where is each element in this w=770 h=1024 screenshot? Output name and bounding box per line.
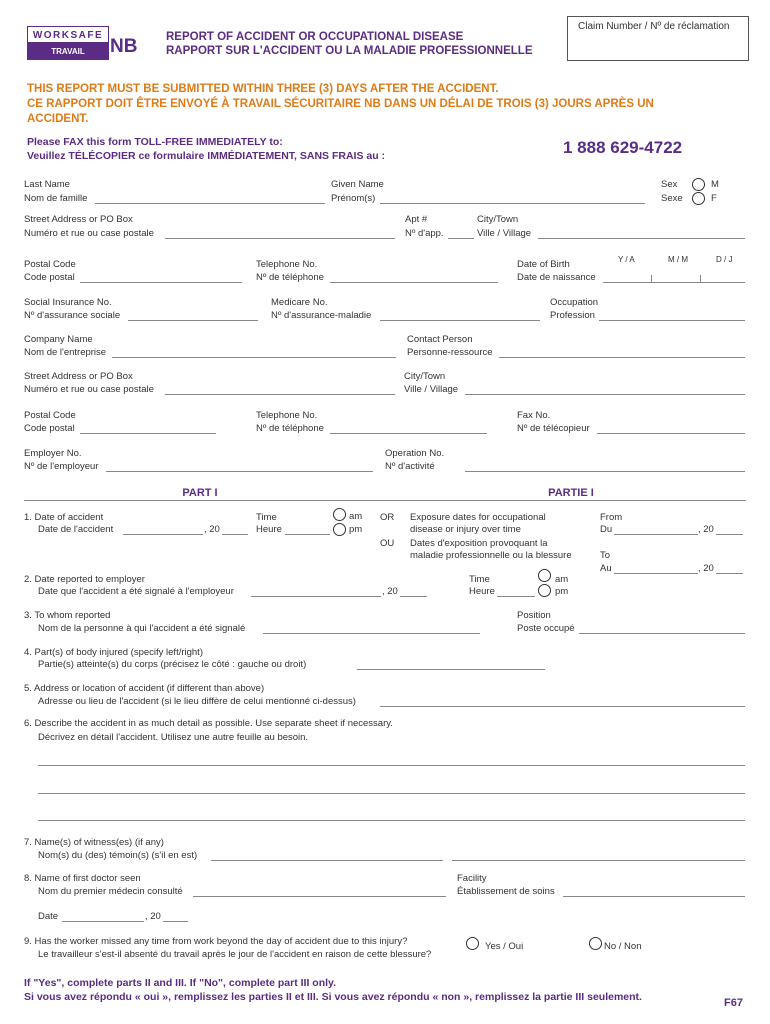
sex-m-label: M xyxy=(711,179,719,190)
apt-label-fr: Nº d'app. xyxy=(405,228,444,239)
contact-label-en: Contact Person xyxy=(407,334,473,345)
q2-pm-label: pm xyxy=(555,586,569,597)
exposure-from-label-en: From xyxy=(600,512,623,523)
accident-time-field[interactable] xyxy=(285,521,330,535)
medicare-field[interactable] xyxy=(380,307,540,321)
accident-date-field[interactable] xyxy=(123,521,203,535)
q6-label-en: 6. Describe the accident in as much detail as possible. Use separate sheet if necessary. xyxy=(24,718,393,729)
doctor-field[interactable] xyxy=(193,883,446,897)
last-name-label-fr: Nom de famille xyxy=(24,193,88,204)
phone-label-fr: Nº de téléphone xyxy=(256,272,324,283)
part-i-title-fr: PARTIE I xyxy=(548,487,594,499)
employer-fax-field[interactable] xyxy=(597,420,745,434)
sex-m-radio[interactable] xyxy=(692,178,705,191)
exposure-from-label-fr: Du xyxy=(600,524,613,535)
q9-yes-radio[interactable] xyxy=(466,937,479,950)
exposure-to-field[interactable] xyxy=(614,560,698,574)
q9-no-label: No / Non xyxy=(604,941,642,952)
form-title-fr: RAPPORT SUR L'ACCIDENT OU LA MALADIE PROFESSIONNELLE xyxy=(166,45,533,57)
company-label-en: Company Name xyxy=(24,334,93,345)
q1-pm-label: pm xyxy=(349,524,363,535)
q1-year-prefix: , 20 xyxy=(204,524,220,535)
description-line xyxy=(38,820,745,821)
exposure-to-year-field[interactable] xyxy=(716,560,743,574)
q1-am-label: am xyxy=(349,511,363,522)
warning-fr-line2: ACCIDENT. xyxy=(27,113,89,125)
employer-no-label-en: Employer No. xyxy=(24,448,82,459)
dob-divider-1 xyxy=(651,275,652,283)
exposure-to-label-en: To xyxy=(600,550,611,561)
dob-m-label: M / M xyxy=(668,255,688,264)
exposure-from-year-prefix: , 20 xyxy=(698,524,714,535)
fax-instruction-en: Please FAX this form TOLL-FREE IMMEDIATELY to: xyxy=(27,136,283,148)
doctor-date-year-prefix: , 20 xyxy=(145,911,161,922)
dob-y-label: Y / A xyxy=(618,255,635,264)
operation-no-field[interactable] xyxy=(465,458,745,472)
sex-f-radio[interactable] xyxy=(692,192,705,205)
apt-label-en: Apt # xyxy=(405,214,428,225)
employer-no-label-fr: Nº de l'employeur xyxy=(24,461,99,472)
position-label-fr: Poste occupé xyxy=(517,623,575,634)
description-area[interactable] xyxy=(38,746,745,822)
last-name-label-en: Last Name xyxy=(24,179,70,190)
q2-label-fr: Date que l'accident a été signalé à l'employeur xyxy=(38,586,234,597)
dob-d-label: D / J xyxy=(716,255,733,264)
logo-nb-mark: NB xyxy=(110,36,138,57)
q9-label-en: 9. Has the worker missed any time from work beyond the day of accident due to this injury? xyxy=(24,936,408,947)
given-name-field[interactable] xyxy=(380,190,645,204)
exposure-from-field[interactable] xyxy=(614,521,698,535)
street-label-en: Street Address or PO Box xyxy=(24,214,133,225)
logo-top-text: WORKSAFE xyxy=(27,26,109,43)
last-name-field[interactable] xyxy=(95,190,325,204)
city-label-en: City/Town xyxy=(477,214,519,225)
q2-am-radio[interactable] xyxy=(538,569,551,582)
doctor-date-field[interactable] xyxy=(62,908,144,922)
employer-phone-label-fr: Nº de téléphone xyxy=(256,423,324,434)
employer-postal-field[interactable] xyxy=(80,420,216,434)
accident-year-field[interactable] xyxy=(222,521,248,535)
q1-pm-radio[interactable] xyxy=(333,523,346,536)
sex-f-label: F xyxy=(711,193,717,204)
medicare-label-en: Medicare No. xyxy=(271,297,328,308)
witness-field-2[interactable] xyxy=(452,847,745,861)
logo-bottom-text: TRAVAIL SÉCURITAIRE xyxy=(27,43,109,60)
facility-field[interactable] xyxy=(563,883,745,897)
facility-label-en: Facility xyxy=(457,873,487,884)
form-title-en: REPORT OF ACCIDENT OR OCCUPATIONAL DISEASE xyxy=(166,31,464,43)
company-label-fr: Nom de l'entreprise xyxy=(24,347,107,358)
q1-label-en: 1. Date of accident xyxy=(24,512,104,523)
claim-number-box[interactable] xyxy=(567,16,749,61)
phone-field[interactable] xyxy=(330,269,498,283)
fax-number: 1 888 629-4722 xyxy=(563,138,683,157)
description-line xyxy=(38,765,745,766)
operation-no-label-en: Operation No. xyxy=(385,448,445,459)
claim-number-label: Claim Number / Nº de réclamation xyxy=(578,21,730,32)
q8-label-en: 8. Name of first doctor seen xyxy=(24,873,141,884)
warning-fr-line1: CE RAPPORT DOIT ÊTRE ENVOYÉ À TRAVAIL SÉCURITAIRE NB DANS UN DÉLAI DE TROIS (3) JOURS APRÈS UN xyxy=(27,98,654,110)
q1-time-label-en: Time xyxy=(256,512,277,523)
postal-label-en: Postal Code xyxy=(24,259,76,270)
employer-fax-label-fr: Nº de télécopieur xyxy=(517,423,590,434)
exposure-label-2: disease or injury over time xyxy=(410,524,521,535)
contact-label-fr: Personne-ressource xyxy=(407,347,493,358)
warning-en: THIS REPORT MUST BE SUBMITTED WITHIN THREE (3) DAYS AFTER THE ACCIDENT. xyxy=(27,83,499,95)
doctor-date-label: Date xyxy=(38,911,59,922)
q2-year-prefix: , 20 xyxy=(382,586,398,597)
reported-date-field[interactable] xyxy=(251,583,381,597)
exposure-to-label-fr: Au xyxy=(600,563,612,574)
exposure-label-4: maladie professionnelle ou la blessure xyxy=(410,550,572,561)
employer-phone-field[interactable] xyxy=(330,420,487,434)
employer-street-label-en: Street Address or PO Box xyxy=(24,371,133,382)
reported-time-field[interactable] xyxy=(497,583,535,597)
sin-label-fr: Nº d'assurance sociale xyxy=(24,310,121,321)
description-line xyxy=(38,793,745,794)
q1-ou-label: OU xyxy=(380,538,395,549)
occupation-label-en: Occupation xyxy=(550,297,599,308)
apt-field[interactable] xyxy=(448,225,474,239)
given-name-label-fr: Prénom(s) xyxy=(331,193,376,204)
sex-label-en: Sex xyxy=(661,179,678,190)
employer-postal-label-en: Postal Code xyxy=(24,410,76,421)
sin-field[interactable] xyxy=(128,307,258,321)
q2-time-label-fr: Heure xyxy=(469,586,495,597)
contact-field[interactable] xyxy=(499,344,745,358)
q8-label-fr: Nom du premier médecin consulté xyxy=(38,886,183,897)
sex-label-fr: Sexe xyxy=(661,193,683,204)
street-label-fr: Numéro et rue ou case postale xyxy=(24,228,154,239)
q2-am-label: am xyxy=(555,574,569,585)
employer-fax-label-en: Fax No. xyxy=(517,410,551,421)
exposure-from-year-field[interactable] xyxy=(716,521,743,535)
worksafe-logo xyxy=(27,26,138,73)
accident-location-field[interactable] xyxy=(380,693,745,707)
q1-time-label-fr: Heure xyxy=(256,524,282,535)
operation-no-label-fr: Nº d'activité xyxy=(385,461,435,472)
occupation-field[interactable] xyxy=(599,307,745,321)
exposure-label-3: Dates d'exposition provoquant la xyxy=(410,538,548,549)
exposure-label-1: Exposure dates for occupational xyxy=(410,512,546,523)
employer-street-field[interactable] xyxy=(165,381,395,395)
footer-instruction-en: If "Yes", complete parts II and III. If "No", complete part III only. xyxy=(24,977,337,989)
witness-field-1[interactable] xyxy=(211,847,443,861)
doctor-date-year-field[interactable] xyxy=(163,908,188,922)
occupation-label-fr: Profession xyxy=(550,310,595,321)
dob-field[interactable] xyxy=(603,269,745,283)
phone-label-en: Telephone No. xyxy=(256,259,318,270)
postal-label-fr: Code postal xyxy=(24,272,75,283)
employer-street-label-fr: Numéro et rue ou case postale xyxy=(24,384,154,395)
q9-label-fr: Le travailleur s'est-il absenté du travail après le jour de l'accident en raison de cette blessure? xyxy=(38,949,432,960)
employer-phone-label-en: Telephone No. xyxy=(256,410,318,421)
dob-divider-2 xyxy=(700,275,701,283)
q5-label-fr: Adresse ou lieu de l'accident (si le lieu diffère de celui mentionné ci-dessus) xyxy=(38,696,356,707)
facility-label-fr: Établissement de soins xyxy=(457,886,555,897)
q2-label-en: 2. Date reported to employer xyxy=(24,574,145,585)
company-field[interactable] xyxy=(112,344,396,358)
city-label-fr: Ville / Village xyxy=(477,228,532,239)
footer-instruction-fr: Si vous avez répondu « oui », remplissez les parties II et III. Si vous avez répondu « non », remplissez la partie III seulement. xyxy=(24,991,642,1003)
q1-am-radio[interactable] xyxy=(333,508,346,521)
employer-city-label-fr: Ville / Village xyxy=(404,384,459,395)
q2-pm-radio[interactable] xyxy=(538,584,551,597)
form-number: F67 xyxy=(724,997,743,1009)
dob-label-fr: Date de naissance xyxy=(517,272,596,283)
q6-label-fr: Décrivez en détail l'accident. Utilisez une autre feuille au besoin. xyxy=(38,732,309,743)
q2-time-label-en: Time xyxy=(469,574,490,585)
q4-label-en: 4. Part(s) of body injured (specify left/right) xyxy=(24,647,203,658)
q7-label-en: 7. Name(s) of witness(es) (if any) xyxy=(24,837,164,848)
q9-yes-label: Yes / Oui xyxy=(485,941,524,952)
body-part-field[interactable] xyxy=(357,656,545,670)
exposure-to-year-prefix: , 20 xyxy=(698,563,714,574)
position-label-en: Position xyxy=(517,610,551,621)
position-field[interactable] xyxy=(579,620,745,634)
reported-to-field[interactable] xyxy=(263,620,480,634)
q4-label-fr: Partie(s) atteinte(s) du corps (précisez le côté : gauche ou droit) xyxy=(38,659,307,670)
employer-postal-label-fr: Code postal xyxy=(24,423,75,434)
q1-or-label: OR xyxy=(380,512,395,523)
employer-city-label-en: City/Town xyxy=(404,371,446,382)
q5-label-en: 5. Address or location of accident (if different than above) xyxy=(24,683,265,694)
employer-city-field[interactable] xyxy=(465,381,745,395)
part-i-title-en: PART I xyxy=(182,487,218,499)
employer-no-field[interactable] xyxy=(106,458,373,472)
postal-field[interactable] xyxy=(80,269,242,283)
given-name-label-en: Given Name xyxy=(331,179,384,190)
q3-label-fr: Nom de la personne à qui l'accident a été signalé xyxy=(38,623,246,634)
q1-label-fr: Date de l'accident xyxy=(38,524,114,535)
sin-label-en: Social Insurance No. xyxy=(24,297,112,308)
q9-no-radio[interactable] xyxy=(589,937,602,950)
medicare-label-fr: Nº d'assurance-maladie xyxy=(271,310,372,321)
dob-label-en: Date of Birth xyxy=(517,259,570,270)
city-field[interactable] xyxy=(538,225,745,239)
q3-label-en: 3. To whom reported xyxy=(24,610,111,621)
fax-instruction-fr: Veuillez TÉLÉCOPIER ce formulaire IMMÉDIATEMENT, SANS FRAIS au : xyxy=(27,150,386,162)
street-field[interactable] xyxy=(165,225,395,239)
q7-label-fr: Nom(s) du (des) témoin(s) (s'il en est) xyxy=(38,850,198,861)
part-i-divider xyxy=(24,500,746,501)
reported-year-field[interactable] xyxy=(400,583,427,597)
